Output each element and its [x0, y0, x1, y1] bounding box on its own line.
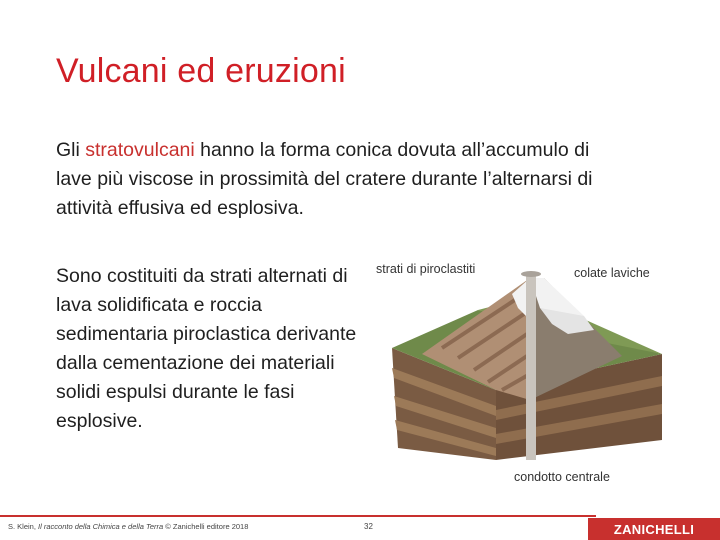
- publisher-logo: ZANICHELLI: [588, 518, 720, 540]
- footer-author: S. Klein,: [8, 522, 39, 531]
- paragraph-stratovolcanoes: [56, 136, 596, 223]
- para1-lead: Gli: [56, 139, 86, 161]
- highlight-stratovulcani: stratovulcani: [85, 139, 195, 161]
- label-strati-piroclastiti: strati di piroclastiti: [376, 262, 476, 276]
- paragraph-layers: Sono costituiti da strati alternati di lava solidificata e roccia sedimentaria piroclastica derivante dalla cementazione dei materiali solidi espulsi durante le fasi esplosive.: [56, 265, 357, 432]
- footer-credits: [8, 522, 248, 531]
- para1-rest: hanno la forma conica dovuta all’accumulo di lave più viscose in prossimità del cratere durante l’alternarsi di attività effusiva ed esplosiva.: [56, 139, 593, 219]
- label-colate-laviche: colate laviche: [574, 266, 650, 280]
- label-condotto-centrale: condotto centrale: [514, 470, 610, 484]
- footer-publisher: © Zanichelli editore 2018: [163, 522, 249, 531]
- footer-divider: [0, 515, 596, 517]
- stratovolcano-illustration: [362, 250, 720, 500]
- footer-book-title: Il racconto della Chimica e della Terra: [38, 522, 164, 531]
- stratovolcano-figure: [362, 250, 720, 500]
- slide-title: Vulcani ed eruzioni: [56, 52, 346, 90]
- page-number: 32: [364, 522, 373, 531]
